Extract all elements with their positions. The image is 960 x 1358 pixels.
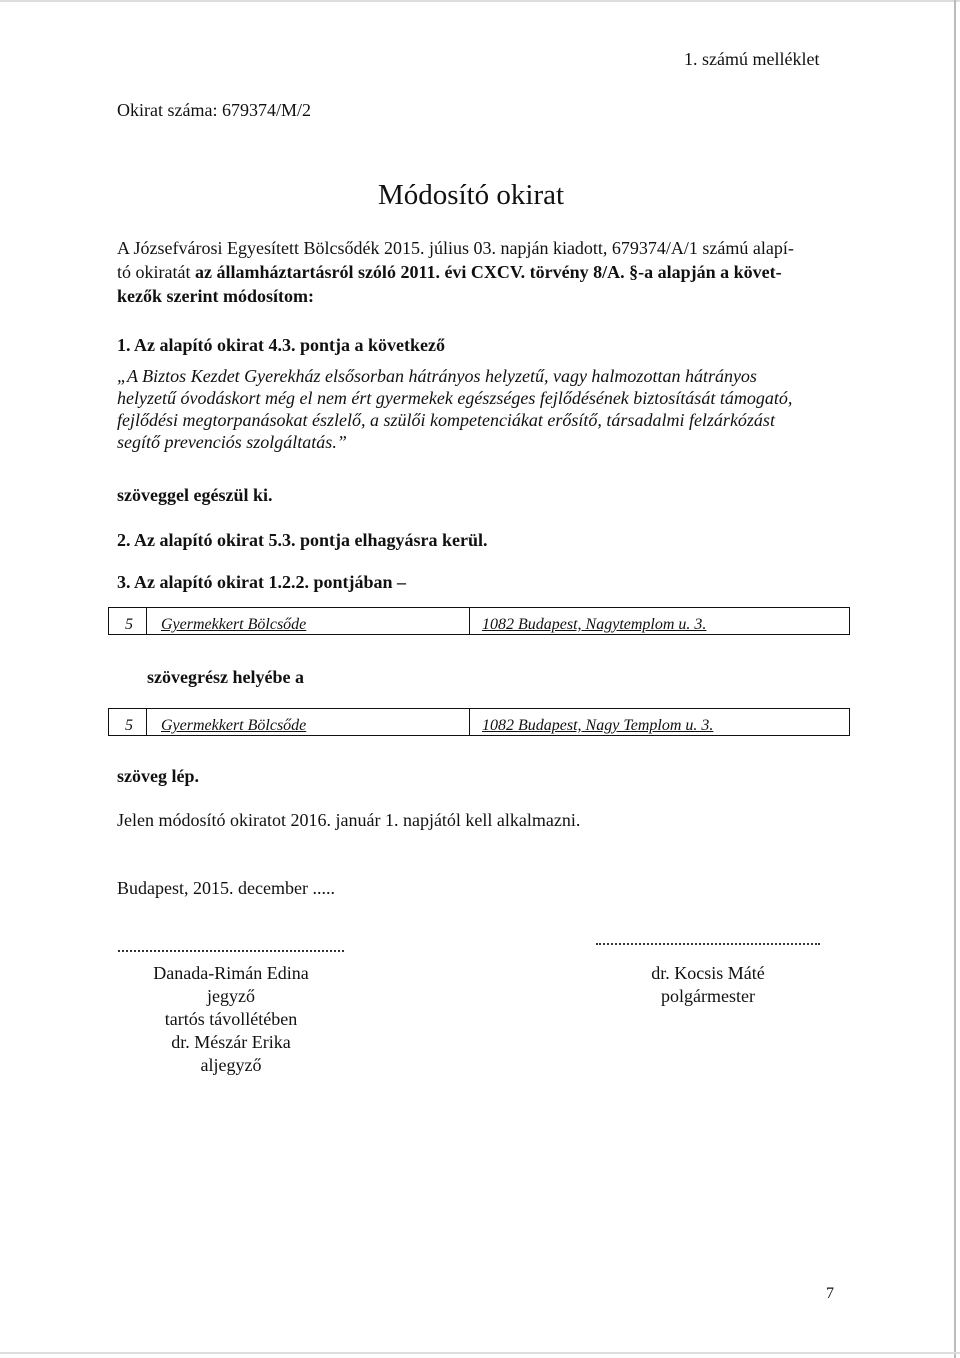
replace-tail: szöveg lép. [117,766,199,786]
new-table-name: Gyermekkert Bölcsőde [147,709,470,735]
place-and-date: Budapest, 2015. december ..... [117,878,335,898]
point-1-quote [117,365,857,453]
signature-line-right [596,943,820,945]
signatory-note: tartós távollétében [164,1009,298,1029]
page-number: 7 [826,1285,834,1302]
annex-label: 1. számú melléklet [684,49,820,69]
document-number: Okirat száma: 679374/M/2 [117,100,311,120]
old-table-name: Gyermekkert Bölcsőde [147,608,470,634]
new-table-address: 1082 Budapest, Nagy Templom u. 3. [482,717,714,734]
intro-line-2-regular: tó okiratát [117,262,195,282]
point-1-heading: 1. Az alapító okirat 4.3. pontja a következő [117,335,445,355]
signature-block-right [596,962,820,1008]
intro-line-3: kezők szerint módosítom: [117,286,314,306]
new-address-table [108,708,850,736]
deputy-name: dr. Mészár Erika [171,1032,291,1052]
replace-label: szövegrész helyébe a [147,667,304,687]
intro-paragraph [117,236,847,308]
quote-line: „A Biztos Kezdet Gyerekház elsősorban hátrányos helyzetű, vagy halmozottan hátrányos [117,366,757,386]
effective-date-sentence: Jelen módosító okiratot 2016. január 1. napjától kell alkalmazni. [117,810,581,830]
signatory-name: Danada-Rimán Edina [153,963,309,983]
intro-line-2 [117,260,847,284]
point-3: 3. Az alapító okirat 1.2.2. pontjában – [117,572,407,592]
old-address-table [108,607,850,635]
signature-line-left [118,950,344,952]
new-table-number: 5 [109,709,147,735]
signature-block-left [118,962,344,1077]
mayor-title: polgármester [661,986,755,1006]
old-table-address: 1082 Budapest, Nagytemplom u. 3. [482,616,707,633]
point-1-tail: szöveggel egészül ki. [117,485,273,505]
point-2: 2. Az alapító okirat 5.3. pontja elhagyásra kerül. [117,530,488,550]
intro-line-1: A Józsefvárosi Egyesített Bölcsődék 2015. július 03. napján kiadott, 679374/A/1 számú alapí- [117,238,794,258]
signatory-title: jegyző [207,986,255,1006]
quote-line: segítő prevenciós szolgáltatás.” [117,432,347,452]
intro-line-2-bold: az államháztartásról szóló 2011. évi CXCV. törvény 8/A. §-a alapján a követ- [194,262,782,282]
document-title: Módosító okirat [378,179,565,211]
scan-edge-right [954,0,956,1358]
old-table-number: 5 [109,608,147,634]
quote-line: fejlődési megtorpanásokat észlelő, a szülői kompetenciákat erősítő, társadalmi felzárkózást [117,410,775,430]
deputy-title: aljegyző [200,1055,262,1075]
quote-line: helyzetű óvodáskort még el nem ért gyermekek egészséges fejlődésének biztosítását támogató, [117,388,793,408]
mayor-name: dr. Kocsis Máté [651,963,765,983]
scan-edge-bottom [0,1352,960,1354]
scan-edge-top [0,0,960,2]
